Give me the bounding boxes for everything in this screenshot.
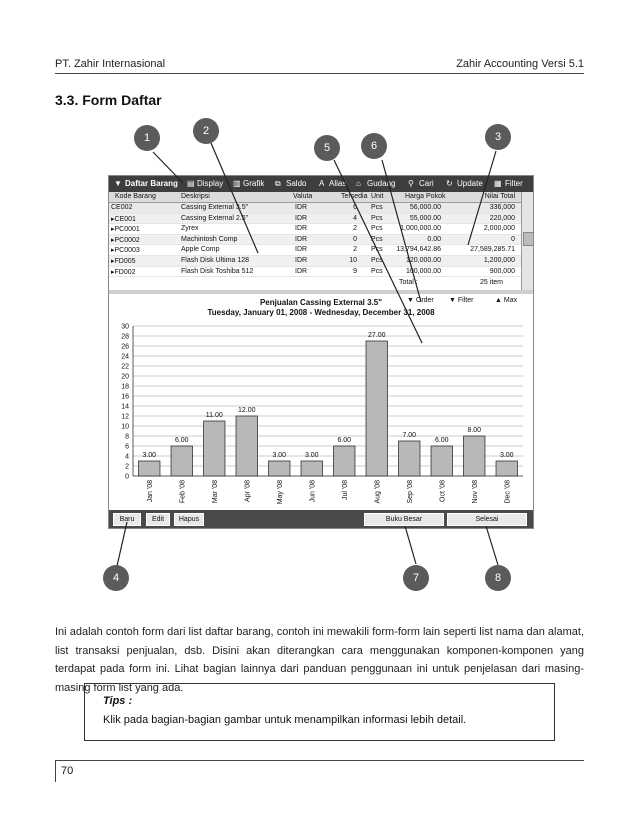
table-row[interactable] [109,256,521,267]
buku-besar-button[interactable]: Buku Besar [364,513,444,526]
dropdown-icon[interactable]: ▼ [114,179,122,188]
header-rule [55,73,584,74]
x-tick-label: Jan '08 [146,480,154,503]
cell-harga: 56,000.00 [409,204,441,211]
order-control[interactable]: ▼ Order [407,297,434,304]
y-tick-label: 26 [121,343,129,351]
warehouse-icon: ⌂ [356,179,361,188]
x-tick-label: Dec '08 [504,480,512,504]
form-daftar-screenshot[interactable] [108,175,534,529]
bar [236,416,257,476]
col-valuta[interactable]: Valuta [293,193,313,200]
callout-2[interactable]: 2 [193,118,219,144]
scroll-thumb[interactable] [523,232,534,246]
cell-harga: 0.00 [427,235,441,243]
cell-tersedia: 2 [353,246,357,254]
y-tick-label: 2 [125,463,129,471]
bar [366,341,387,476]
bar [496,461,517,476]
tips-title: Tips : [103,695,133,707]
total-row [109,278,521,289]
cell-kode: ▸FD002 [111,268,136,276]
display-icon: ▤ [187,179,195,188]
y-tick-label: 24 [121,353,129,361]
toolbar-saldo[interactable]: Saldo [286,179,307,188]
cell-nilai: 2,000,000 [483,225,515,233]
cell-valuta: IDR [295,235,308,243]
filter-icon: ▦ [494,179,502,188]
body-paragraph: Ini adalah contoh form dari list daftar barang, contoh ini mewakili form-form lain seperti list nama dan alamat, list transaksi penjualan, dsb. Disini akan diterangkan cara menggunakan komponen-komponen yang terdapat pada form ini. Lihat bagian lainnya dari panduan penggunaan ini untuk penjelasan dari masing-masing form list yang ada. [55,626,584,694]
cell-tersedia: 9 [353,267,357,275]
bar [171,446,192,476]
max-label: Max [503,297,518,304]
tips-box [84,683,555,741]
cell-kode: ▸FD005 [111,258,136,265]
bar-value-label: 3.00 [304,452,319,459]
y-tick-label: 0 [125,473,129,481]
bar-value-label: 6.00 [174,437,189,444]
cell-valuta: IDR [295,214,308,222]
cell-nilai: 220,000 [489,214,515,222]
cell-kode: ▸PC0001 [111,226,140,234]
y-tick-label: 20 [121,373,129,381]
cell-valuta: IDR [295,267,308,275]
y-tick-label: 12 [121,413,129,421]
x-tick-label: Aug '08 [374,480,382,504]
cell-tersedia: 4 [353,214,357,222]
toolbar [109,176,533,192]
bar-value-label: 3.00 [142,452,157,459]
edit-button[interactable]: Edit [146,513,170,526]
cell-valuta: IDR [295,225,308,233]
y-tick-label: 22 [121,363,129,371]
y-tick-label: 4 [125,453,129,461]
tips-text: Klik pada bagian-bagian gambar untuk menampilkan informasi lebih detail. [103,714,467,726]
col-tersedia[interactable]: Tersedia [341,193,368,200]
y-tick-label: 16 [121,393,129,401]
x-tick-label: Sep '08 [406,480,414,504]
bar-value-label: 6.00 [337,437,352,444]
sales-bar-chart[interactable] [109,318,533,510]
callout-6[interactable]: 6 [361,133,387,159]
max-control[interactable]: ▲ Max [495,297,518,304]
section-title: 3.3. Form Daftar [55,92,162,108]
table-row[interactable] [109,245,521,256]
chart-icon: ▥ [233,179,241,188]
y-tick-label: 18 [121,383,129,391]
bar-value-label: 7.00 [402,432,417,439]
col-deskripsi[interactable]: Deskripsi [181,193,210,200]
cell-unit: Pcs [371,235,383,243]
bar [139,461,160,476]
toolbar-cari[interactable]: Cari [419,179,434,188]
bar [431,446,452,476]
chart-title: Penjualan Cassing External 3.5" [259,298,383,307]
col-unit[interactable]: Unit [371,193,384,200]
cell-unit: Pcs [371,246,383,254]
order-label: Order [415,297,434,304]
cell-deskripsi: Flash Disk Ultima 128 [181,257,250,264]
cell-harga: 120,000.00 [405,257,441,264]
footer-rule [55,760,584,761]
cell-deskripsi: Cassing External 2.5" [181,214,249,222]
hapus-button[interactable]: Hapus [174,513,204,526]
y-tick-label: 6 [125,443,129,451]
cell-unit: Pcs [371,214,383,222]
x-tick-label: Apr '08 [244,480,252,502]
y-tick-label: 28 [121,333,129,341]
bottom-bar [109,510,533,528]
table-row[interactable] [109,224,521,235]
toolbar-display[interactable]: Display [197,179,224,188]
cell-nilai: 336,000 [489,204,515,211]
panel-divider[interactable] [109,290,533,294]
cell-kode: CE002 [111,204,133,211]
total-count: 25 item [480,279,503,286]
callout-7[interactable]: 7 [403,565,429,591]
bar [204,421,225,476]
cell-kode: ▸PC0002 [111,236,140,244]
bar [334,446,355,476]
refresh-icon: ↻ [446,179,453,188]
y-tick-label: 30 [121,323,129,331]
cell-tersedia: 10 [349,257,357,264]
filter-control[interactable]: ▼ Filter [449,297,474,304]
col-kode[interactable]: Kode Barang [115,193,156,200]
bar-value-label: 6.00 [434,437,449,444]
saldo-icon: ⧉ [275,179,281,188]
page-header-left: PT. Zahir Internasional [55,58,166,70]
callout-1[interactable]: 1 [134,125,160,151]
total-label: Total : [399,279,418,286]
bar-value-label: 3.00 [499,452,514,459]
x-tick-label: Feb '08 [179,480,187,504]
selesai-button[interactable]: Selesai [447,513,527,526]
x-tick-label: Nov '08 [471,480,479,504]
cell-kode: ▸PC0003 [111,247,140,255]
cell-nilai: 27,589,285.71 [470,246,515,254]
cell-harga: 13,794,642.86 [396,246,441,254]
bar [301,461,322,476]
col-nilai[interactable]: Nilai Total [484,193,515,200]
toolbar-title: Daftar Barang [125,179,178,188]
bar-value-label: 27.00 [367,332,386,339]
toolbar-alias[interactable]: Alias [329,179,347,188]
x-tick-label: Jun '08 [309,480,317,503]
cell-harga: 55,000.00 [409,214,441,222]
x-tick-label: Jul '08 [341,480,349,501]
cell-kode: ▸CE001 [111,215,136,223]
callout-8[interactable]: 8 [485,565,511,591]
callout-5[interactable]: 5 [314,135,340,161]
cell-nilai: 0 [511,235,515,243]
table-header [109,192,521,203]
table-row[interactable] [109,235,521,246]
cell-nilai: 1,200,000 [483,257,515,264]
cell-nilai: 900,000 [489,267,515,275]
col-harga[interactable]: Harga Pokok [405,193,446,200]
callout-4[interactable]: 4 [103,565,129,591]
footer-vertical-rule [55,760,56,782]
cell-deskripsi: Flash Disk Toshiba 512 [181,267,254,275]
toolbar-grafik[interactable]: Grafik [243,179,265,188]
y-tick-label: 14 [121,403,129,411]
x-tick-label: May '08 [276,480,284,505]
table-row[interactable] [109,267,521,278]
bar-value-label: 3.00 [272,452,287,459]
cell-unit: Pcs [371,257,383,264]
toolbar-gudang[interactable]: Gudang [367,179,396,188]
table-row[interactable] [109,214,521,225]
toolbar-filter[interactable]: Filter [505,179,523,188]
bar-value-label: 12.00 [237,407,256,414]
callout-3[interactable]: 3 [485,124,511,150]
page-header-right: Zahir Accounting Versi 5.1 [456,58,584,70]
alias-icon: A [319,179,325,188]
x-tick-label: Mar '08 [211,480,219,504]
search-icon: ⚲ [408,179,414,188]
cell-deskripsi: Cassing External 3.5" [181,204,249,211]
baru-button[interactable]: Baru [113,513,141,526]
cell-tersedia: 0 [353,235,357,243]
cell-valuta: IDR [295,246,308,254]
bar [269,461,290,476]
table-row[interactable] [109,203,521,214]
cell-deskripsi: Zyrex [181,225,199,233]
cell-valuta: IDR [295,204,308,211]
cell-deskripsi: Machintosh Comp [181,235,238,243]
cell-unit: Pcs [371,267,383,275]
y-tick-label: 8 [125,433,129,441]
x-tick-label: Oct '08 [439,480,447,502]
bar [399,441,420,476]
y-tick-label: 10 [121,423,129,431]
toolbar-update[interactable]: Update [457,179,483,188]
cell-valuta: IDR [295,257,308,264]
chart-subtitle: Tuesday, January 01, 2008 - Wednesday, December 31, 2008 [207,308,435,317]
table-scrollbar[interactable] [521,192,534,290]
bar-value-label: 8.00 [467,427,482,434]
cell-harga: 1,000,000.00 [400,225,441,233]
page-number: 70 [61,765,74,777]
cell-harga: 100,000.00 [405,267,441,275]
cell-unit: Pcs [371,225,383,233]
cell-unit: Pcs [371,204,383,211]
cell-tersedia: 2 [353,225,357,233]
bar-value-label: 11.00 [205,412,223,419]
cell-tersedia: 6 [353,204,357,211]
bar [464,436,485,476]
cell-deskripsi: Apple Comp [181,246,220,254]
filter-label: Filter [457,297,474,304]
